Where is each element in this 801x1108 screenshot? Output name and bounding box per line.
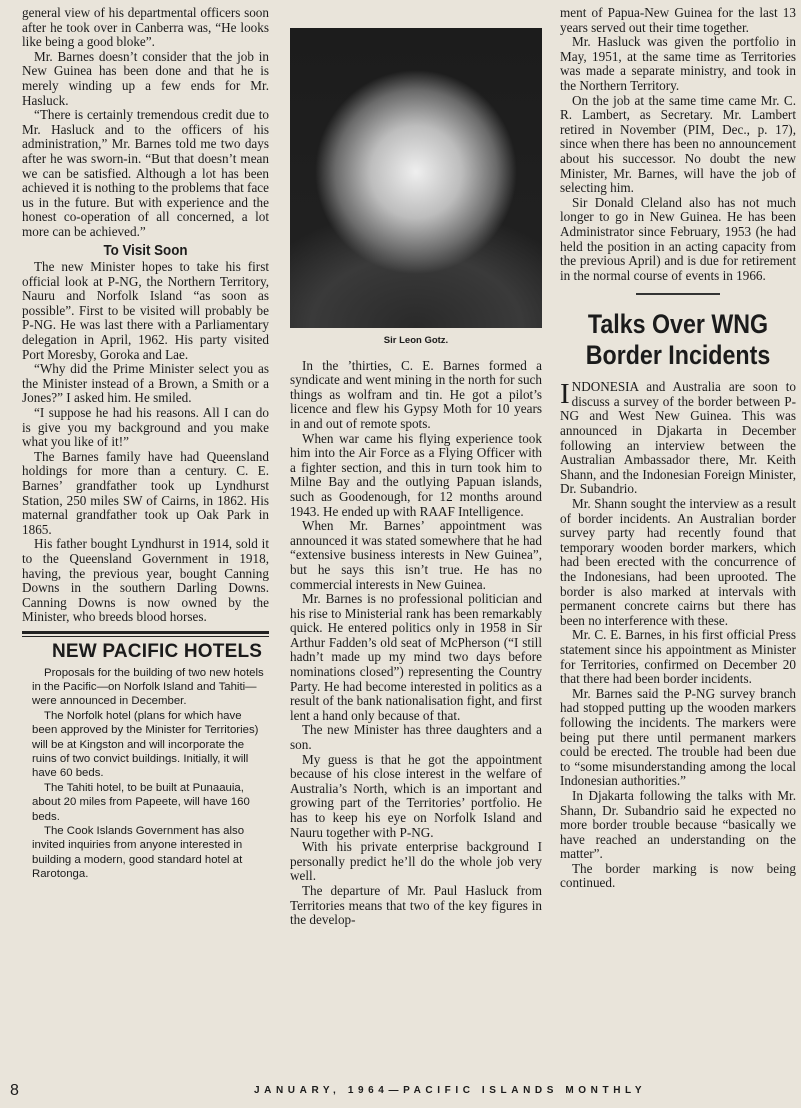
article-paragraph: ment of Papua-New Guinea for the last 13 years served out their time together. [560,6,796,35]
article-paragraph: Mr. C. E. Barnes, in his first official Press statement since his appointment as Minister for Territories, confirmed on December 20 that there had been border incidents. [560,627,796,687]
article-paragraph: My guess is that he got the appointment because of his close interest in the welfare of Australia’s North, which is an important and growing part of the Territories’ portfolio. He has to keep his eye on Norfolk Island and Nauru together with P-NG. [290,751,542,840]
portrait-photo [290,28,542,328]
article-paragraph: general view of his departmental officers soon after he took over in Canberra was, “He looks like being a good bloke”. [22,5,269,50]
page-number: 8 [10,1082,19,1099]
headline-line-1: Talks Over WNG [587,309,769,340]
box-paragraph: The Tahiti hotel, to be built at Punaauia, about 20 miles from Papeete, will have 160 beds. [32,781,250,823]
headline [577,309,780,371]
article-paragraph: Mr. Barnes doesn’t consider that the job in New Guinea has been done and that he is merely winding up a few ends for Mr. Hasluck. [22,48,269,108]
article-paragraph: Mr. Barnes said the P-NG survey branch had stopped putting up the wooden markers following the incidents. The markers were being put there until permanent markers could be erected. The trouble had been due to “some misunderstanding among the local Indonesian authorities.” [560,685,796,789]
article-paragraph: The Barnes family have had Queensland holdings for more than a century. C. E. Barnes’ grandfather took up Lyndhurst Station, 250 miles SW of Cairns, in 1862. His maternal grandfather took up Oak Park in 1865. [22,448,269,537]
article-paragraph: Mr. Barnes is no professional politician and his rise to Ministerial rank has been remarkably quick. He entered politics only in 1958 in Sir Arthur Fadden’s old seat of McPherson (“I still hadn’t made up my mind two days before nominations closed”) representing the Country Party. He had become interested in politics as a result of the bank nationalisation fight, and first lent a hand only because of that. [290,591,542,723]
article-paragraph: “There is certainly tremendous credit due to Mr. Hasluck and to the officers of his administration,” Mr. Barnes told me two days after he was sworn-in. “But that doesn’t mean we can be satisfied. Although a lot has been achieved it is nothing to the problems that face us in the future. But with experience and the honest co-operation of all concerned, a lot more can be achieved.” [22,107,269,239]
lead-text: NDONESIA and Australia are soon to discuss a survey of the border between P-NG and West New Guinea. This was announced in Djakarta in December following an interview between the Australian Ambassador there, Mr. Keith Shann, and the Indonesian Foreign Minister, Dr. Subandrio. [560,379,796,497]
photo-caption: Sir Leon Gotz. [383,335,449,346]
box-body [22,666,269,882]
article-paragraph: On the job at the same time came Mr. C. R. Lambert, as Secretary. Mr. Lambert retired in November (PIM, Dec., p. 17), since when there has been no announcement about his successor. No doubt the new Minister, Mr. Barnes, will have the job of selecting him. [560,92,796,196]
article-paragraph: The departure of Mr. Paul Hasluck from Territories means that two of the key figures in the develop- [290,882,542,928]
drop-cap: I [560,378,570,411]
headline-line-2: Border Incidents [585,340,771,371]
box-paragraph: The Norfolk hotel (plans for which have been approved by the Minister for Territories) will be at Kingston and will incorporate the ruins of two convict buildings. Initially, it will have 60 beds. [32,709,259,780]
article-paragraph: The new Minister hopes to take his first official look at P-NG, the Northern Territory, Nauru and Norfolk Island “as soon as possible”. First to be visited will probably be P-NG. He was last there with a Parliamentary delegation in April, 1962. His party visited Port Moresby, Goroka and Lae. [22,259,269,362]
box-paragraph: Proposals for the building of two new hotels in the Pacific—on Norfolk Island and Tahiti—were announced in December. [32,666,264,708]
article-paragraph: The new Minister has three daughters and a son. [290,722,542,753]
subheading: To Visit Soon [103,242,188,259]
article-paragraph: When war came his flying experience took him into the Air Force as a Flying Officer with a fighter section, and this in turn took him to Milne Bay and the outlying Papuan islands, such as Goodenough, for 12 months around 1943. He ended up with RAAF Intelligence. [290,430,542,519]
article-paragraph: Mr. Shann sought the interview as a result of border incidents. An Australian border survey party had recently found that temporary wooden border markers, which had been erected with the concurrence of the Indonesians, had been uprooted. The border is also marked at intervals with permanent concrete cairns but there has been no interference with these. [560,496,796,628]
article-paragraph: In the ’thirties, C. E. Barnes formed a syndicate and went mining in the north for such things as wolfram and tin. He got a pilot’s licence and flew his Gypsy Moth for 10 years in and out of remote spots. [290,357,542,431]
article-paragraph: When Mr. Barnes’ appointment was announced it was stated somewhere that he had “extensive business interests in New Guinea”, but he says this isn’t true. He has no commercial interests in New Guinea. [290,518,542,592]
article-paragraph: His father bought Lyndhurst in 1914, sold it to the Queensland Government in 1918, having, the previous year, bought Canning Downs in the southern Darling Downs. Canning Downs is now owned by the Minister, who breeds blood horses. [22,536,269,625]
column-2 [290,6,542,928]
lead-paragraph [560,380,796,497]
article-paragraph: “I suppose he had his reasons. All I can do is give you my background and you make what you like of it!” [22,405,269,450]
article-paragraph: Sir Donald Cleland also has not much longer to go in New Guinea. He has been Administrator since February, 1953 (he had held the position in an acting capacity from the previous April) and is due for retirement in the normal course of events in 1966. [560,194,796,283]
article-paragraph: The border marking is now being continued. [560,860,796,891]
section-rule [636,293,720,295]
article-paragraph: “Why did the Prime Minister select you as the Minister instead of a Brown, a Smith or a Jones?” I asked him. He smiled. [22,361,269,406]
column-3 [560,6,796,891]
hotels-box [22,640,269,882]
article-paragraph: In Djakarta following the talks with Mr. Shann, Dr. Subandrio said he expected no more border trouble because “basically we have reached an understanding on the matter”. [560,787,796,862]
box-paragraph: The Cook Islands Government has also invited inquiries from anyone interested in building a modern, good standard hotel at Rarotonga. [32,825,245,881]
article-paragraph: Mr. Hasluck was given the portfolio in May, 1951, at the same time as Territories was made a separate ministry, and took in the Northern Territory. [560,34,796,93]
article-paragraph: With his private enterprise background I personally predict he’ll do the whole job very well. [290,839,542,884]
column-1 [22,6,269,882]
box-title: NEW PACIFIC HOTELS [52,640,263,662]
running-footer: JANUARY, 1964—PACIFIC ISLANDS MONTHLY [254,1085,647,1096]
box-rule [22,631,269,637]
